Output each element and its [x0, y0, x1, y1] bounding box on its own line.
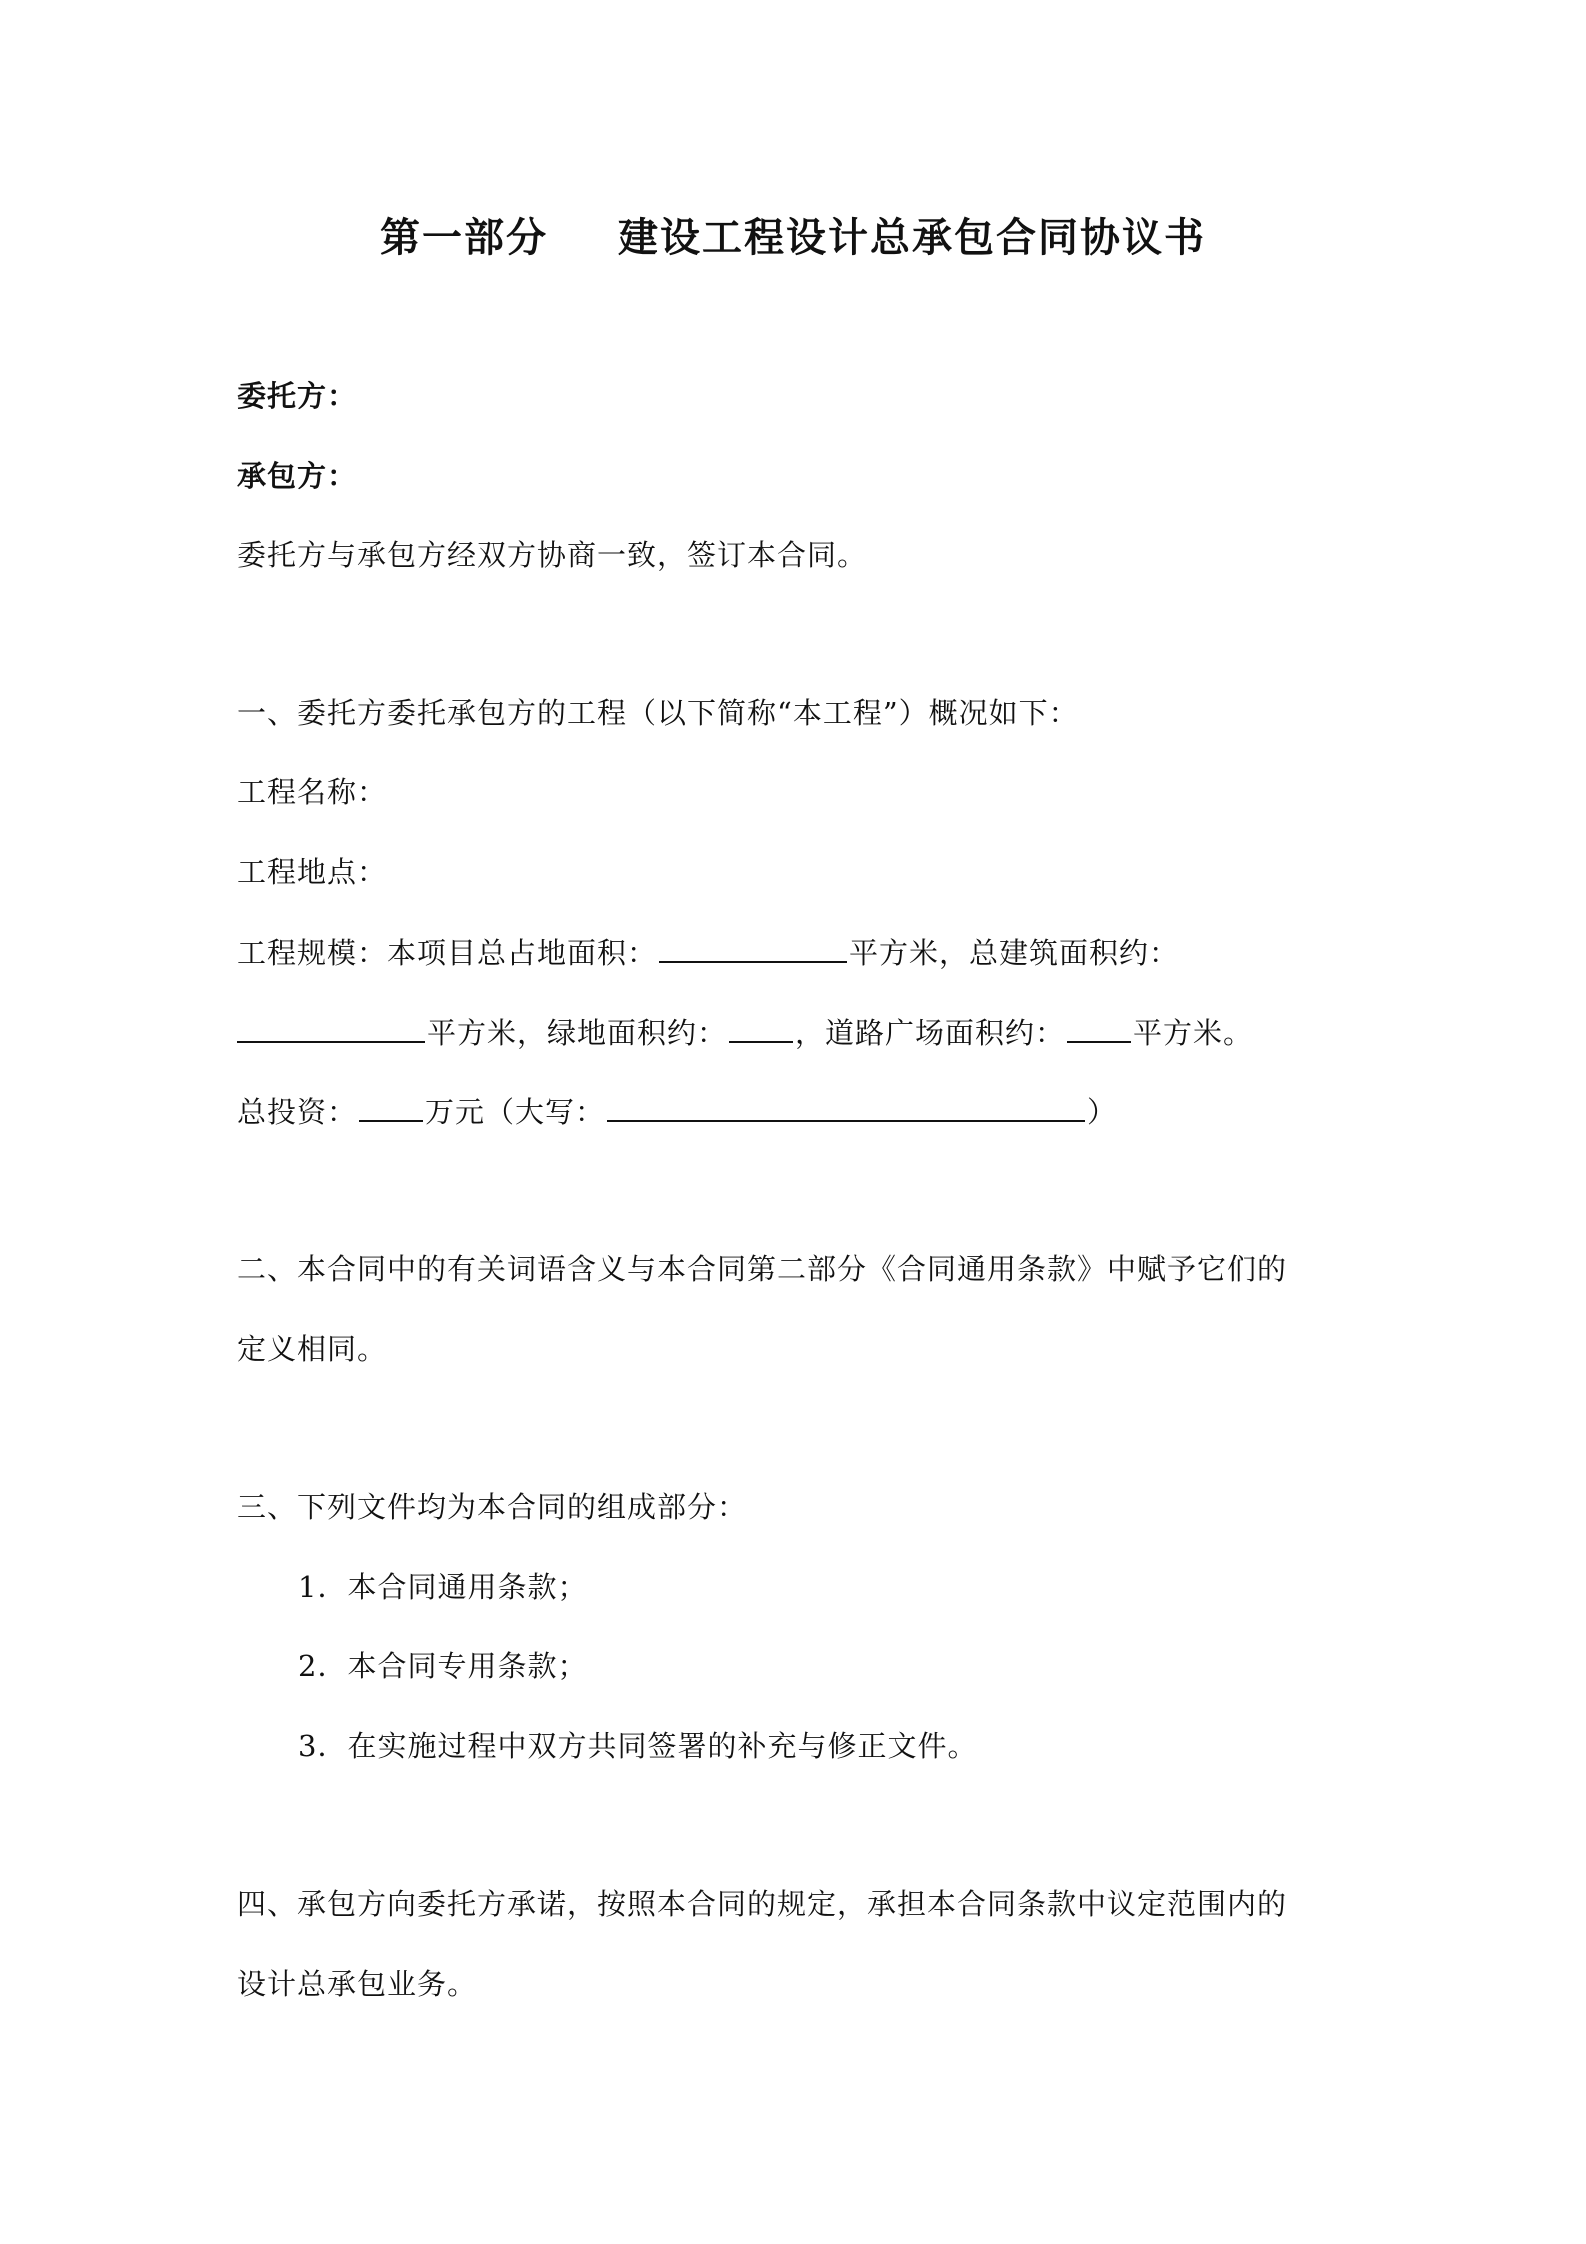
project-location-label: 工程地点： [237, 855, 388, 889]
green-area-blank[interactable] [729, 1011, 793, 1043]
scale-line1-prefix: 工程规模：本项目总占地面积： [237, 936, 658, 970]
title-main: 建设工程设计总承包合同协议书 [618, 214, 1206, 261]
scale-line-1 [237, 931, 1179, 973]
scale-line2-c: 平方米。 [1133, 1016, 1254, 1050]
investment-amount-blank[interactable] [359, 1090, 423, 1122]
section3-item-2: 2．本合同专用条款； [298, 1649, 588, 1683]
total-land-area-blank[interactable] [659, 931, 847, 963]
investment-prefix: 总投资： [237, 1095, 358, 1129]
total-building-area-blank[interactable] [237, 1011, 425, 1043]
section4-line-2: 设计总承包业务。 [237, 1967, 478, 2001]
section3-item-1: 1．本合同通用条款； [298, 1570, 588, 1604]
title-part: 第一部分 [380, 214, 548, 261]
road-plaza-area-blank[interactable] [1067, 1011, 1131, 1043]
investment-suffix: ） [1087, 1095, 1118, 1129]
investment-capital-blank[interactable] [607, 1090, 1085, 1122]
investment-mid: 万元（大写： [425, 1095, 606, 1129]
client-label: 委托方： [237, 379, 358, 413]
scale-line-2 [237, 1011, 1253, 1053]
project-name-label: 工程名称： [237, 775, 388, 809]
scale-line2-b: ，道路广场面积约： [795, 1016, 1066, 1050]
section1-heading: 一、委托方委托承包方的工程（以下简称“本工程”）概况如下： [237, 696, 1079, 730]
contractor-label: 承包方： [237, 459, 358, 493]
section4-line-1: 四、承包方向委托方承诺，按照本合同的规定，承担本合同条款中议定范围内的 [237, 1887, 1288, 1921]
investment-line [237, 1090, 1117, 1132]
section3-item-3: 3．在实施过程中双方共同签署的补充与修正文件。 [298, 1729, 978, 1763]
section2-line-1: 二、本合同中的有关词语含义与本合同第二部分《合同通用条款》中赋予它们的 [237, 1252, 1288, 1286]
section3-heading: 三、下列文件均为本合同的组成部分： [237, 1490, 748, 1524]
section2-line-2: 定义相同。 [237, 1332, 388, 1366]
page-title [0, 212, 1586, 264]
scale-line1-suffix: 平方米，总建筑面积约： [849, 936, 1180, 970]
scale-line2-a: 平方米，绿地面积约： [427, 1016, 728, 1050]
intro-paragraph: 委托方与承包方经双方协商一致，签订本合同。 [237, 538, 868, 572]
